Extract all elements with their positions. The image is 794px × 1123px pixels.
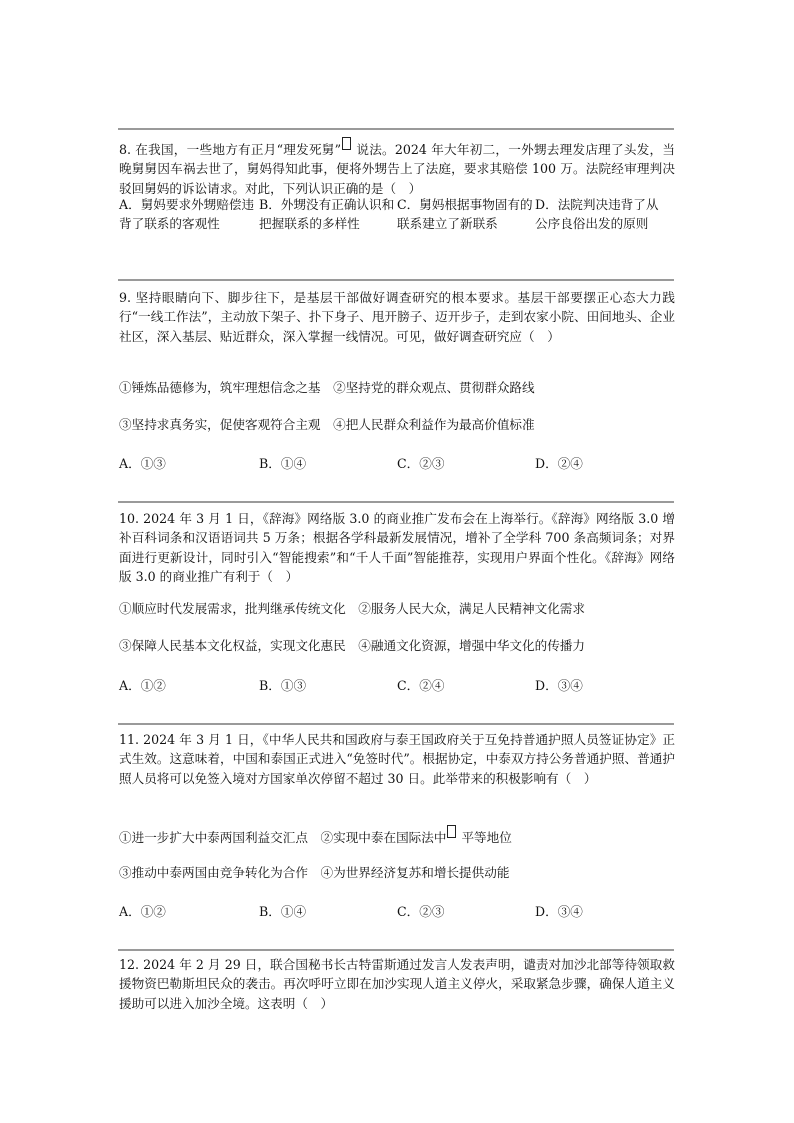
option-a[interactable]: A．舅妈要求外甥赔偿违背了联系的客观性 <box>119 197 255 232</box>
question-11-statements-1 <box>119 825 512 846</box>
option-d[interactable]: D．③④ <box>535 678 583 693</box>
question-9-statements-1: ①锤炼品德修为，筑牢理想信念之基 ②坚持党的群众观点、贯彻群众路线 <box>119 380 535 395</box>
option-b[interactable]: B．①③ <box>259 678 307 693</box>
question-11-statements-1-start: ①进一步扩大中泰两国利益交汇点 ②实现中泰在国际法中 <box>119 830 447 845</box>
separator <box>118 723 674 725</box>
question-11-statements-1-end: 平等地位 <box>457 830 512 845</box>
option-d[interactable]: D．②④ <box>535 456 583 471</box>
option-a[interactable]: A．①② <box>119 678 166 693</box>
option-b[interactable]: B．①④ <box>259 904 307 919</box>
question-8-stem <box>119 137 675 198</box>
option-a[interactable]: A．①③ <box>119 456 166 471</box>
question-10-statements-1: ①顺应时代发展需求，批判继承传统文化 ②服务人民大众，满足人民精神文化需求 <box>119 601 585 616</box>
question-10-statements-2: ③保障人民基本文化权益，实现文化惠民 ④融通文化资源，增强中华文化的传播力 <box>119 638 585 653</box>
option-c[interactable]: C．舅妈根据事物固有的联系建立了新联系 <box>397 197 533 232</box>
option-c[interactable]: C．②③ <box>397 456 445 471</box>
separator <box>118 128 674 130</box>
question-9-statements-2: ③坚持求真务实，促使客观符合主观 ④把人民群众利益作为最高价值标准 <box>119 417 535 432</box>
option-d[interactable]: D．③④ <box>535 904 583 919</box>
separator <box>118 949 674 951</box>
question-8-stem-start: 8. 在我国，一些地方有正月“理发死舅” <box>119 142 342 157</box>
option-a[interactable]: A．①② <box>119 904 166 919</box>
missing-glyph-icon <box>342 137 351 150</box>
option-b[interactable]: B．①④ <box>259 456 307 471</box>
question-8-stem-rest: 说法。2024 年大年初二，一外甥去理发店理了头发，当晚舅舅因车祸去世了，舅妈得知此事，便将外甥告上了法庭，要求其赔偿 100 万。法院经审理判决驳回舅妈的诉讼请求。对此，下列认识正确的是（ ） <box>119 142 675 196</box>
missing-glyph-icon <box>447 825 456 838</box>
option-b[interactable]: B．外甥没有正确认识和把握联系的多样性 <box>259 197 395 232</box>
option-c[interactable]: C．②③ <box>397 904 445 919</box>
option-c[interactable]: C．②④ <box>397 678 445 693</box>
question-10-stem: 10. 2024 年 3 月 1 日，《辞海》网络版 3.0 的商业推广发布会在上海举行。《辞海》网络版 3.0 增补百科词条和汉语语词共 5 万条；根据各学科最新发展情况，增补了全学科 700 条高频词条；对界面进行更新设计，同时引入“智能搜索”和“千人千面”智能推荐，实现用户界面个性化。《辞海》网络版 3.0 的商业推广有利于（ ） <box>119 511 675 585</box>
question-11-stem: 11. 2024 年 3 月 1 日，《中华人民共和国政府与泰王国政府关于互免持普通护照人员签证协定》正式生效。这意味着，中国和泰国正式进入“免签时代”。根据协定，中泰双方持公务普通护照、普通护照人员将可以免签入境对方国家单次停留不超过 30 日。此举带来的积极影响有（ ） <box>119 732 675 786</box>
separator <box>118 279 674 281</box>
question-11-statements-2: ③推动中泰两国由竞争转化为合作 ④为世界经济复苏和增长提供动能 <box>119 865 510 880</box>
option-d[interactable]: D．法院判决违背了从公序良俗出发的原则 <box>535 197 659 232</box>
question-9-stem: 9. 坚持眼睛向下、脚步往下，是基层干部做好调查研究的根本要求。基层干部要摆正心态大力践行“一线工作法”，主动放下架子、扑下身子、甩开膀子、迈开步子，走到农家小院、田间地头、企业社区，深入基层、贴近群众，深入掌握一线情况。可见，做好调查研究应（ ） <box>119 290 675 344</box>
question-12-stem: 12. 2024 年 2 月 29 日，联合国秘书长古特雷斯通过发言人发表声明，谴责对加沙北部等待领取救援物资巴勒斯坦民众的袭击。再次呼吁立即在加沙实现人道主义停火，采取紧急步骤，确保人道主义援助可以进入加沙全境。这表明（ ） <box>119 957 675 1011</box>
separator <box>118 501 674 503</box>
